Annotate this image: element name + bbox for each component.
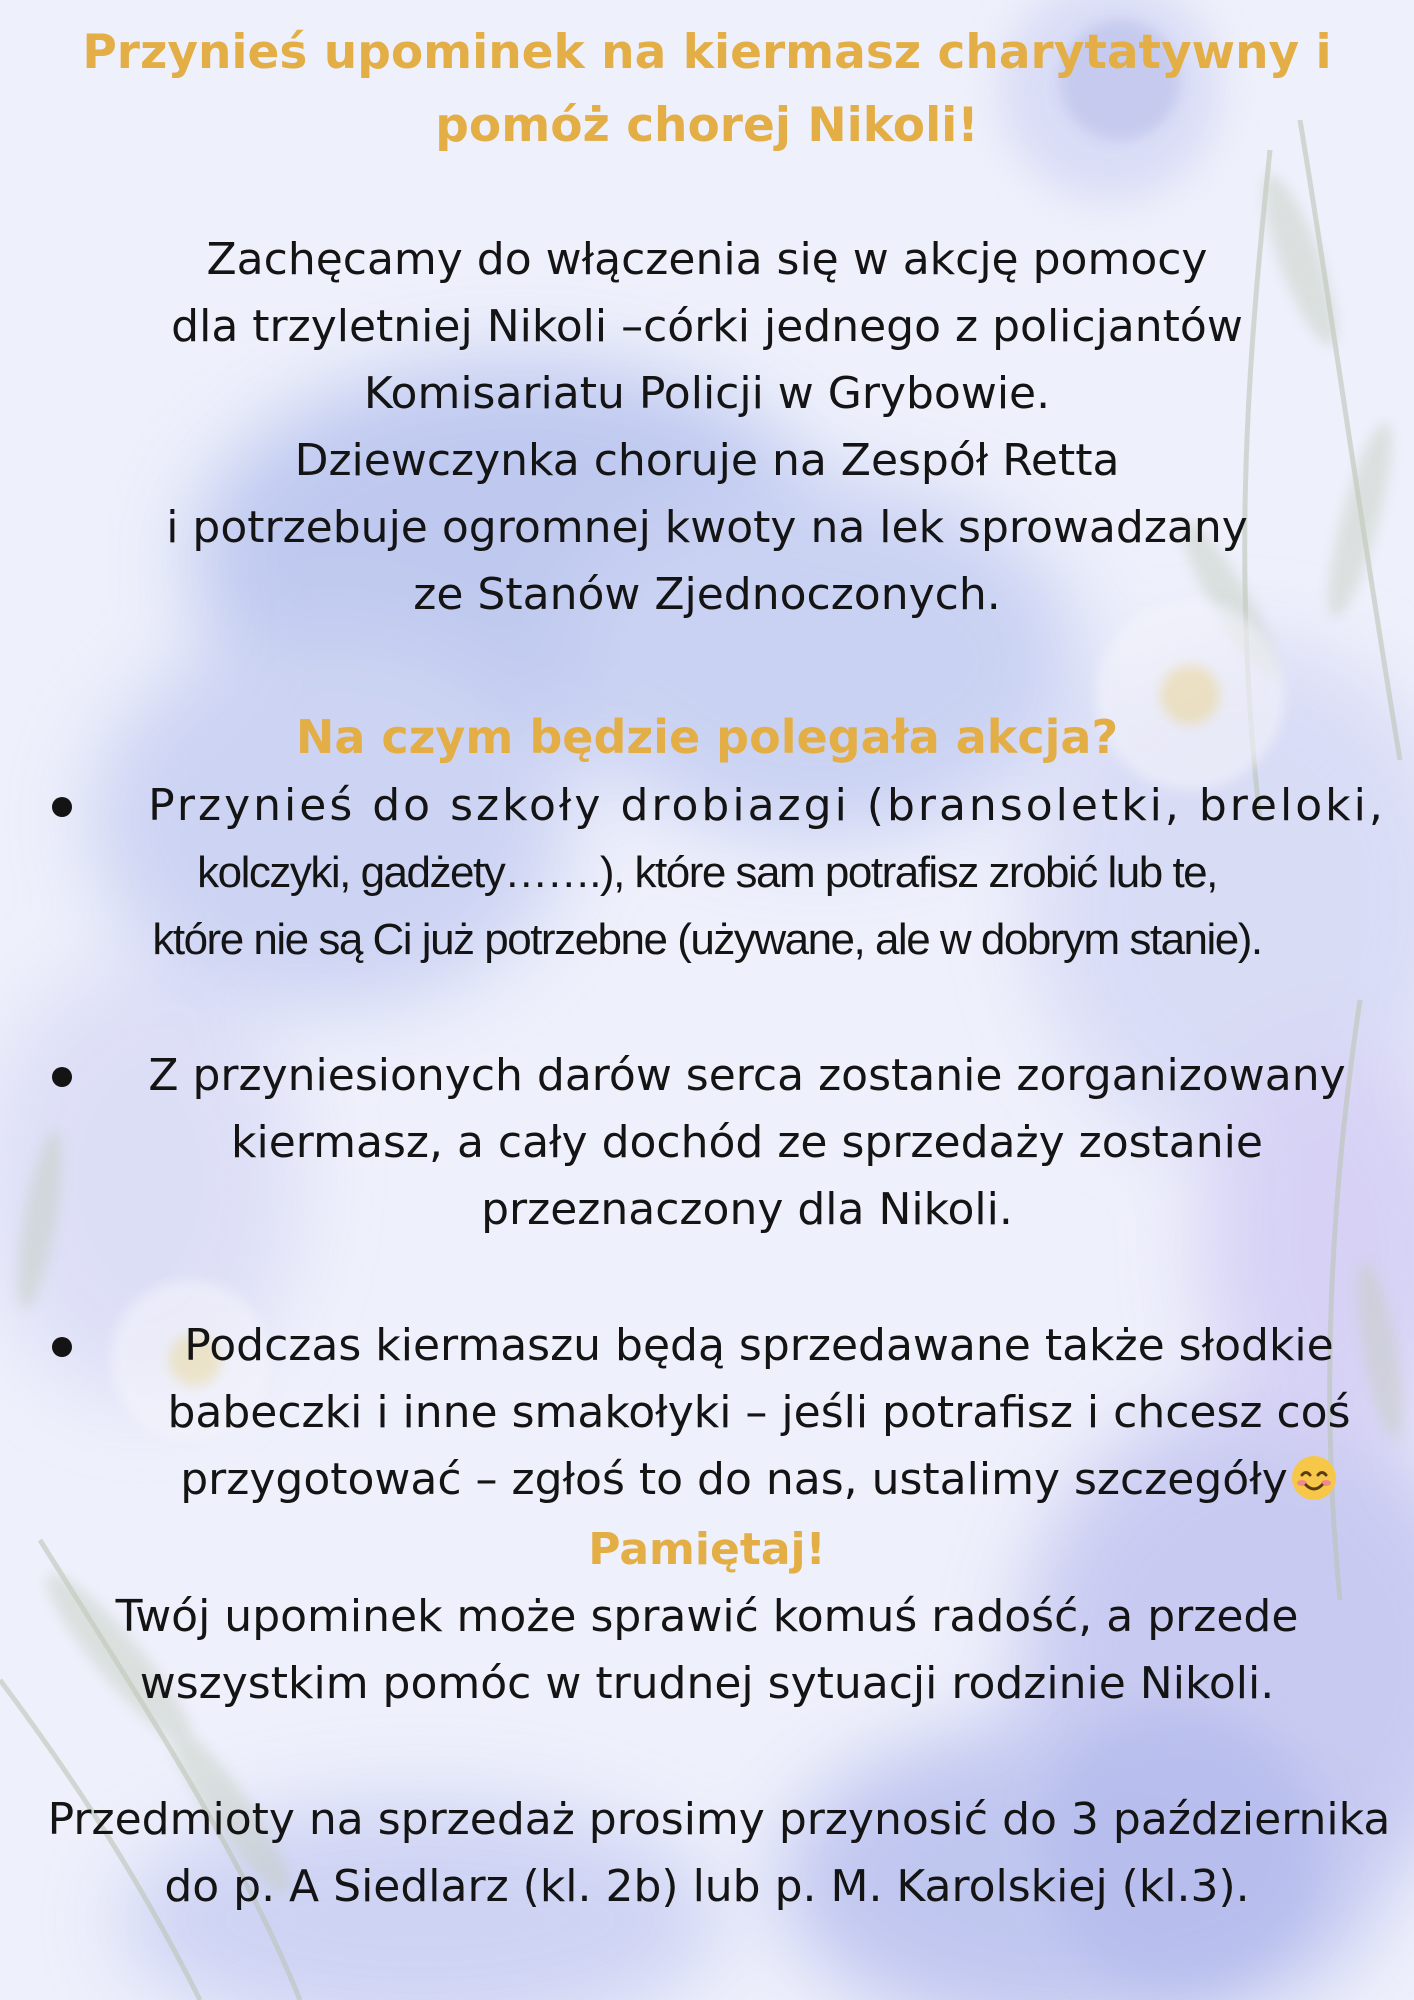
intro-line: Zachęcamy do włączenia się w akcję pomocy: [206, 234, 1208, 285]
intro-line: ze Stanów Zjednoczonych.: [413, 569, 1001, 620]
bullet-3-line: przygotować – zgłoś to do nas, ustalimy szczegóły: [180, 1454, 1288, 1505]
intro-line: dla trzyletniej Nikoli –córki jednego z policjantów: [171, 301, 1243, 352]
bullet-2-line: kiermasz, a cały dochód ze sprzedaży zostanie: [231, 1117, 1263, 1168]
bullet-1-line: kolczyki, gadżety…….), które sam potrafisz zrobić lub te,: [197, 848, 1217, 897]
section-heading: Na czym będzie polegała akcja?: [295, 710, 1119, 764]
reminder-line: Twój upominek może sprawić komuś radość, a przede: [115, 1591, 1299, 1642]
flyer-title-line-2: pomóż chorej Nikoli!: [435, 98, 979, 153]
footer-line: Przedmioty na sprzedaż prosimy przynosić do 3 października: [47, 1794, 1391, 1845]
bullet-1-line: Przynieś do szkoły drobiazgi (bransoletki, breloki,: [148, 780, 1386, 831]
intro-line: Dziewczynka choruje na Zespół Retta: [294, 435, 1120, 486]
bullet-2-line: przeznaczony dla Nikoli.: [481, 1184, 1013, 1235]
intro-line: i potrzebuje ogromnej kwoty na lek sprowadzany: [166, 502, 1248, 553]
intro-line: Komisariatu Policji w Grybowie.: [363, 368, 1051, 419]
bullet-2-line: Z przyniesionych darów serca zostanie zorganizowany: [148, 1050, 1346, 1101]
flyer-title-line-1: Przynieś upominek na kiermasz charytatywny i: [82, 25, 1332, 80]
reminder-line: wszystkim pomóc w trudnej sytuacji rodzinie Nikoli.: [139, 1658, 1275, 1709]
smiling-face-icon: [1290, 1454, 1338, 1502]
footer-line: do p. A Siedlarz (kl. 2b) lub p. M. Karolskiej (kl.3).: [164, 1861, 1250, 1912]
reminder-heading: Pamiętaj!: [588, 1524, 826, 1575]
bullet-1-line: które nie są Ci już potrzebne (używane, ale w dobrym stanie).: [152, 915, 1262, 964]
bullet-3-line: Podczas kiermaszu będą sprzedawane także słodkie: [184, 1320, 1334, 1371]
bullet-3-line-with-emoji: [52, 1447, 1414, 1513]
bullet-3-line: babeczki i inne smakołyki – jeśli potrafisz i chcesz coś: [167, 1387, 1351, 1438]
